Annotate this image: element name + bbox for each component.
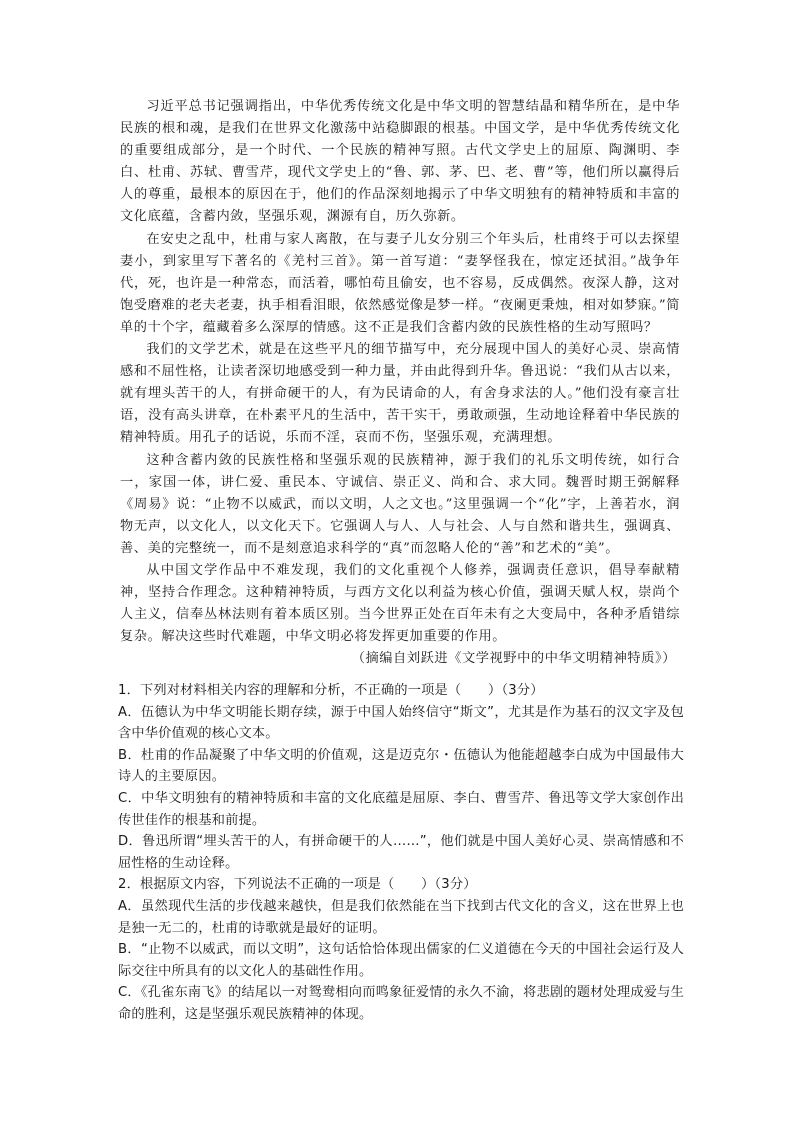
question-stem-1: 1．下列对材料相关内容的理解和分析，不正确的一项是（ ）（3分）	[118, 683, 544, 698]
question-section	[118, 680, 684, 1026]
passage-paragraph: 习近平总书记强调指出，中华优秀传统文化是中华文明的智慧结晶和精华所在，是中华民族的根和魂，是我们在世界文化激荡中站稳脚跟的根基。中国文学，是中华优秀传统文化的重要组成部分，是一个时代、一个民族的精神写照。古代文学史上的屈原、陶渊明、李白、杜甫、苏轼、曹雪芹，现代文学史上的“鲁、郭、茅、巴、老、曹”等，他们所以赢得后人的尊重，最根本的原因在于，他们的作品深刻地揭示了中华文明独有的精神特质和丰富的文化底蕴，含蓄内敛，坚强乐观，渊源有自，历久弥新。	[120, 99, 680, 225]
reading-passage	[120, 96, 680, 670]
passage-paragraph: 这种含蓄内敛的民族性格和坚强乐观的民族精神，源于我们的礼乐文明传统，如行合一，家国一体，讲仁爱、重民本、守诚信、崇正义、尚和合、求大同。魏晋时期王弼解释《周易》说：“止物不以威武，而以文明，人之文也。”这里强调一个“化”字，上善若水，润物无声，以文化人，以文化天下。它强调人与人、人与社会、人与自然和谐共生，强调真、善、美的完整统一，而不是刻意追求科学的“真”而忽略人伦的“善”和艺术的“美”。	[120, 452, 680, 556]
question-option: A．伍德认为中华文明能长期存续，源于中国人始终信守“斯文”，尤其是作为基石的汉文字及包含中华价值观的核心文本。	[118, 704, 684, 742]
question-stem-2: 2．根据原文内容，下列说法不正确的一项是（ ）（3分）	[118, 877, 477, 893]
question-option: B．杜甫的作品凝聚了中华文明的价值观，这是迈克尔・伍德认为他能超越李白成为中国最伟大诗人的主要原因。	[118, 747, 684, 785]
question-option: C．《孔雀东南飞》的结尾以一对鸳鸯相向而鸣象征爱情的永久不渝，将悲剧的题材处理成爱与生命的胜利，这是坚强乐观民族精神的体现。	[118, 985, 684, 1022]
passage-source: （摘编自刘跃进《文学视野中的中华文明精神特质》）	[351, 651, 676, 667]
question-option: A．虽然现代生活的步伐越来越快，但是我们依然能在当下找到古代文化的含义，这在世界上也是独一无二的，杜甫的诗歌就是最好的证明。	[118, 898, 684, 936]
question-option: B．“止物不以威武，而以文明”，这句话恰恰体现出儒家的仁义道德在今天的中国社会运行及人际交往中所具有的以文化人的基础性作用。	[118, 942, 684, 979]
question-option: D．鲁迅所谓“埋头苦干的人，有拼命硬干的人……”，他们就是中国人美好心灵、崇高情感和不屈性格的生动诠释。	[118, 834, 684, 871]
question-option: C．中华文明独有的精神特质和丰富的文化底蕴是屈原、李白、曹雪芹、鲁迅等文学大家创作出传世佳作的根基和前提。	[118, 790, 684, 828]
passage-paragraph: 从中国文学作品中不难发现，我们的文化重视个人修养，强调责任意识，倡导奉献精神，坚持合作理念。这种精神特质，与西方文化以利益为核心价值，强调天赋人权，崇尚个人主义，信奉丛林法则有着本质区别。当今世界正处在百年未有之大变局中，各种矛盾错综复杂。解决这些时代难题，中华文明必将发挥更加重要的作用。	[120, 562, 680, 645]
passage-paragraph: 我们的文学艺术，就是在这些平凡的细节描写中，充分展现中国人的美好心灵、崇高情感和不屈性格，让读者深切地感受到一种力量，并由此得到升华。鲁迅说：“我们从古以来，就有埋头苦干的人，有拼命硬干的人，有为民请命的人，有舍身求法的人。”他们没有豪言壮语，没有高头讲章，在朴素平凡的生活中，苦干实干，勇敢顽强，生动地诠释着中华民族的精神特质。用孔子的话说，乐而不淫，哀而不伤，坚强乐观，充满理想。	[120, 342, 680, 446]
passage-paragraph: 在安史之乱中，杜甫与家人离散，在与妻子儿女分别三个年头后，杜甫终于可以去探望妻小，到家里写下著名的《羌村三首》。第一首写道：“妻孥怪我在，惊定还拭泪。”战争年代，死，也许是一种常态，而活着，哪怕苟且偷安，也不容易，反成偶然。夜深人静，这对饱受磨难的老夫老妻，执手相看泪眼，依然感觉像是梦一样。“夜阑更秉烛，相对如梦寐。”简单的十个字，蕴藏着多么深厚的情感。这不正是我们含蓄内敛的民族性格的生动写照吗？	[120, 231, 680, 335]
